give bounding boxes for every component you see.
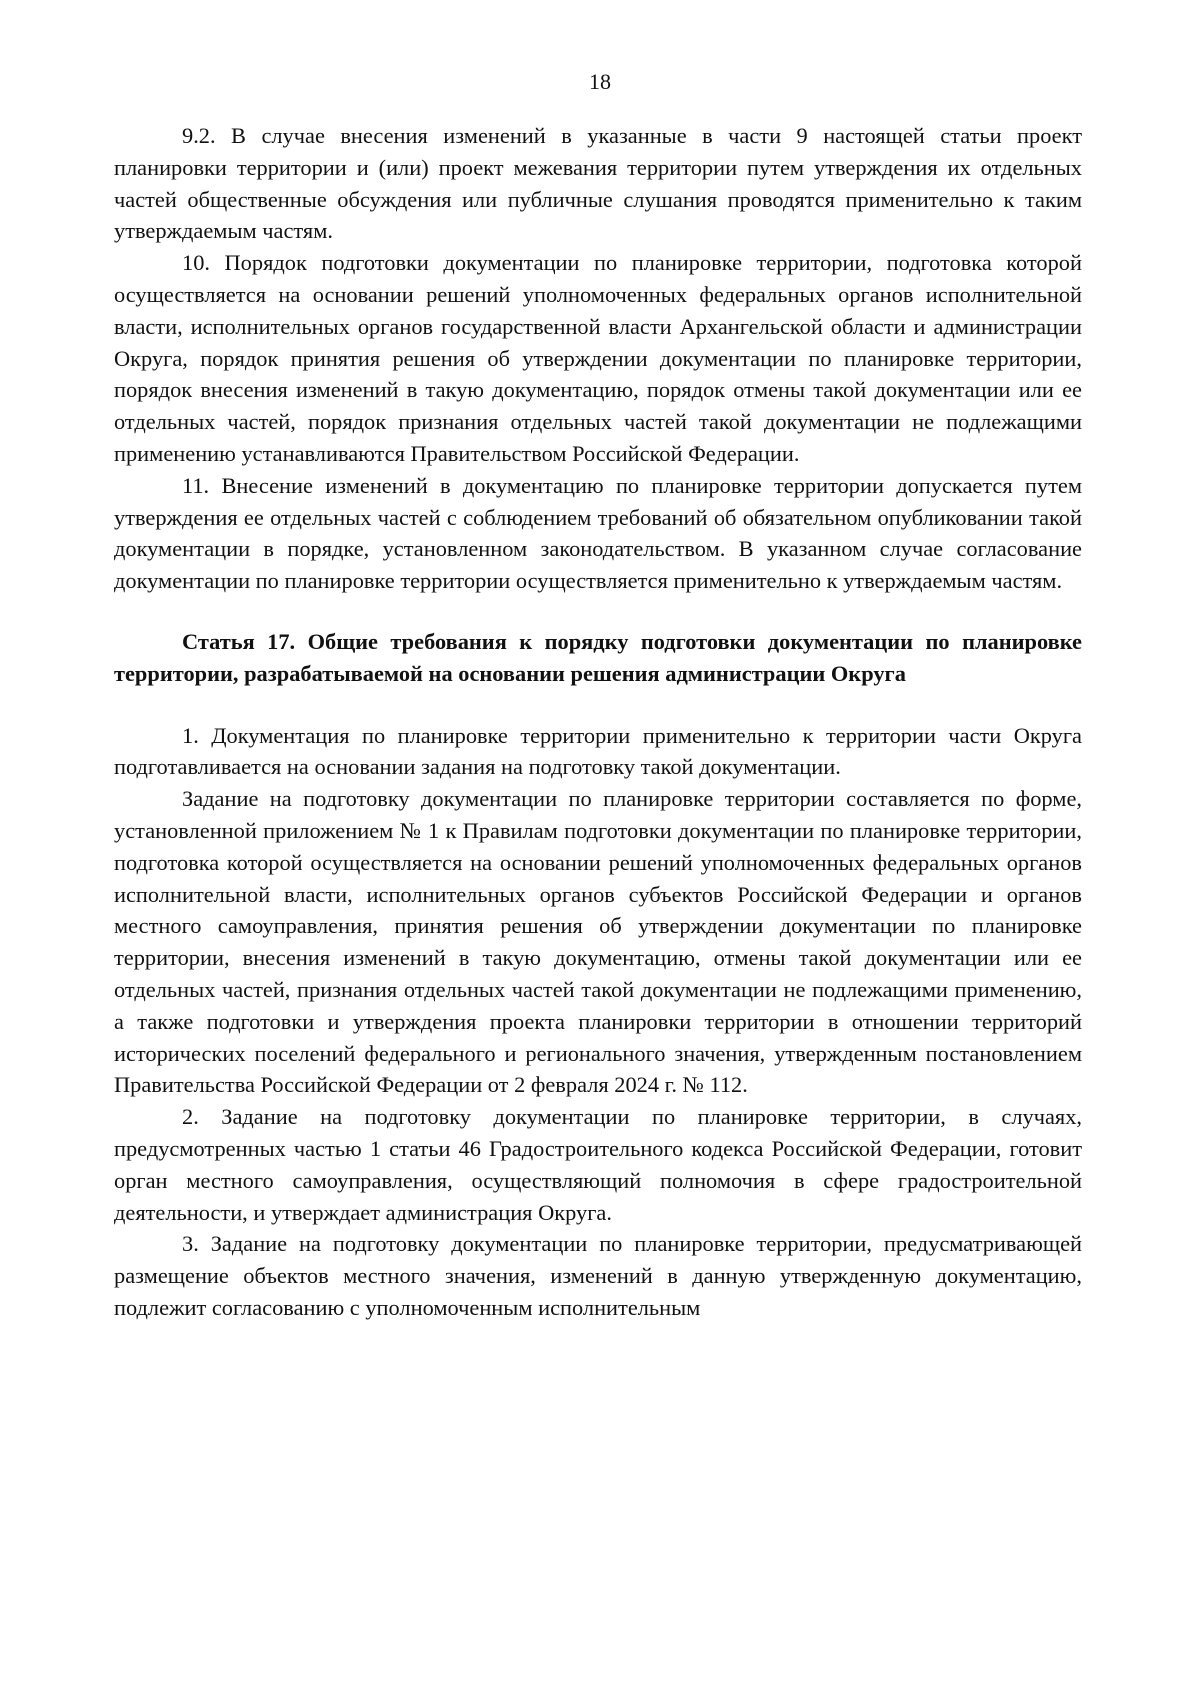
article-17-paragraph-3: 3. Задание на подготовку документации по планировке территории, предусматривающей размещение объектов местного значения, изменений в данную утвержденную документацию, подлежит согласованию с уполномоченным исполнительным xyxy=(114,1231,1082,1320)
article-17-heading: Статья 17. Общие требования к порядку подготовки документации по планировке территории, разрабатываемой на основании решения администрации Округа xyxy=(114,628,1082,686)
article-17-paragraph-2: 2. Задание на подготовку документации по планировке территории, в случаях, предусмотренных частью 1 статьи 46 Градостроительного кодекса Российской Федерации, готовит орган местного самоуправления, осуществляющий полномочия в сфере градостроительной деятельности, и утверждает администрация Округа. xyxy=(114,1104,1082,1225)
document-body xyxy=(114,120,1082,1324)
article-17-paragraph-task-form: Задание на подготовку документации по планировке территории составляется по форме, установленной приложением № 1 к Правилам подготовки документации по планировке территории, подготовка которой осуществляется на основании решений уполномоченных федеральных органов исполнительной власти, исполнительных органов субъектов Российской Федерации и органов местного самоуправления, принятия решения об утверждении документации по планировке территории, внесения изменений в такую документацию, отмены такой документации или ее отдельных частей, признания отдельных частей такой документации не подлежащими применению, а также подготовки и утверждения проекта планировки территории в отношении территорий исторических поселений федерального и регионального значения, утвержденным постановлением Правительства Российской Федерации от 2 февраля 2024 г. № 112. xyxy=(114,786,1082,1098)
page-number: 18 xyxy=(589,69,611,94)
paragraph-11: 11. Внесение изменений в документацию по планировке территории допускается путем утверждения ее отдельных частей с соблюдением требований об обязательном опубликовании такой документации в порядке, установленном законодательством. В указанном случае согласование документации по планировке территории осуществляется применительно к утверждаемым частям. xyxy=(114,472,1082,594)
paragraph-9-2: 9.2. В случае внесения изменений в указанные в части 9 настоящей статьи проект планировки территории и (или) проект межевания территории путем утверждения их отдельных частей общественные обсуждения или публичные слушания проводятся применительно к таким утверждаемым частям. xyxy=(114,123,1082,244)
paragraph-10: 10. Порядок подготовки документации по планировке территории, подготовка которой осуществляется на основании решений уполномоченных федеральных органов исполнительной власти, исполнительных органов государственной власти Архангельской области и администрации Округа, порядок принятия решения об утверждении документации по планировке территории, порядок внесения изменений в такую документацию, порядок отмены такой документации или ее отдельных частей, порядок признания отдельных частей такой документации не подлежащими применению устанавливаются Правительством Российской Федерации. xyxy=(114,250,1082,466)
article-17-paragraph-1: 1. Документация по планировке территории применительно к территории части Округа подготавливается на основании задания на подготовку такой документации. xyxy=(114,722,1082,780)
